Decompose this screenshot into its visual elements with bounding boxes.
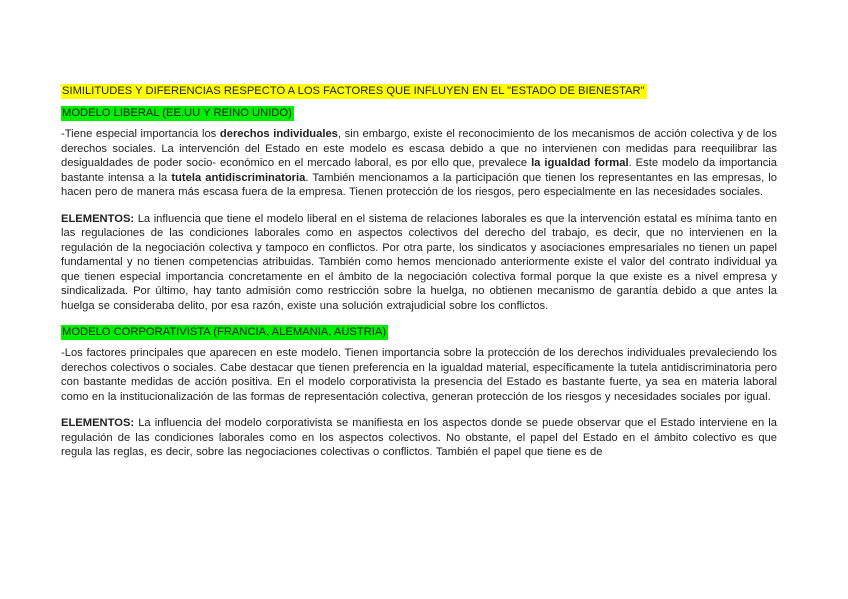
paragraph-corporativista-intro: -Los factores principales que aparecen en este modelo. Tienen importancia sobre la protección de los derechos individuales prevaleciendo los derechos colectivos o sociales. Cabe destacar que tienen preferencia en la igualdad material, específicamente la tutela antidiscriminatoria pero con bastante medidas de acción positiva. En el modelo corporativista la presencia del Estado es bastante fuerte, ya sea en materia laboral como en la institucionalización de las formas de representación colectiva, generan protección de los riesgos y necesidades sociales por igual. [61, 347, 777, 403]
document-title [61, 84, 777, 99]
paragraph-corporativista-elementos: ELEMENTOS: La influencia del modelo corporativista se manifiesta en los aspectos donde se puede observar que el Estado interviene en la regulación de las condiciones laborales como en los aspectos colectivos. No obstante, el papel del Estado en el ámbito colectivo es que regula las reglas, es decir, sobre las negociaciones colectivas o conflictos. También el papel que tiene es de [61, 417, 777, 458]
document-title-text: SIMILITUDES Y DIFERENCIAS RESPECTO A LOS FACTORES QUE INFLUYEN EN EL "ESTADO DE BIENESTAR" [62, 85, 645, 97]
section-heading-modelo-liberal-text: MODELO LIBERAL (EE.UU Y REINO UNIDO) [62, 107, 292, 119]
section-heading-modelo-liberal [61, 106, 777, 121]
paragraph-liberal-intro: -Tiene especial importancia los derechos individuales, sin embargo, existe el reconocimiento de los mecanismos de acción colectiva y de los derechos sociales. La intervención del Estado en este modelo es escasa debido a que no intervienen con medidas para reequilibrar las desigualdades de poder socio- económico en el mercado laboral, es por ello que, prevalece la igualdad formal. Este modelo da importancia bastante intensa a la tutela antidiscriminatoria. También mencionamos a la participación que tienen los representantes en las empresas, lo hacen pero de manera más escasa fuera de la empresa. Tienen protección de los riesgos, pero especialmente en las necesidades sociales. [61, 128, 777, 198]
section-heading-modelo-corporativista-text: MODELO CORPORATIVISTA (FRANCIA, ALEMANIA, AUSTRIA) [62, 326, 387, 338]
paragraph-liberal-elementos: ELEMENTOS: La influencia que tiene el modelo liberal en el sistema de relaciones laborales es que la intervención estatal es mínima tanto en las regulaciones de las condiciones laborales como en aspectos colectivos del derecho del trabajo, es decir, que no intervienen en la regulación de la negociación colectiva y tampoco en conflictos. Por otra parte, los sindicatos y asociaciones empresariales no tienen un papel fundamental y no tienen competencias atribuidas. También como hemos mencionado anteriormente existe el valor del contrato individual ya que tienen especial importancia concretamente en el ámbito de la negociación colectiva formal porque la que existe es a nivel empresa y sindicalizada. Por último, hay tanto admisión como restricción sobre la huelga, no obtienen mecanismo de garantía debido a que antes la huelga se consideraba delito, por esa razón, existe una solución extrajudicial sobre los conflictos. [61, 212, 777, 312]
section-heading-modelo-corporativista [61, 325, 777, 340]
